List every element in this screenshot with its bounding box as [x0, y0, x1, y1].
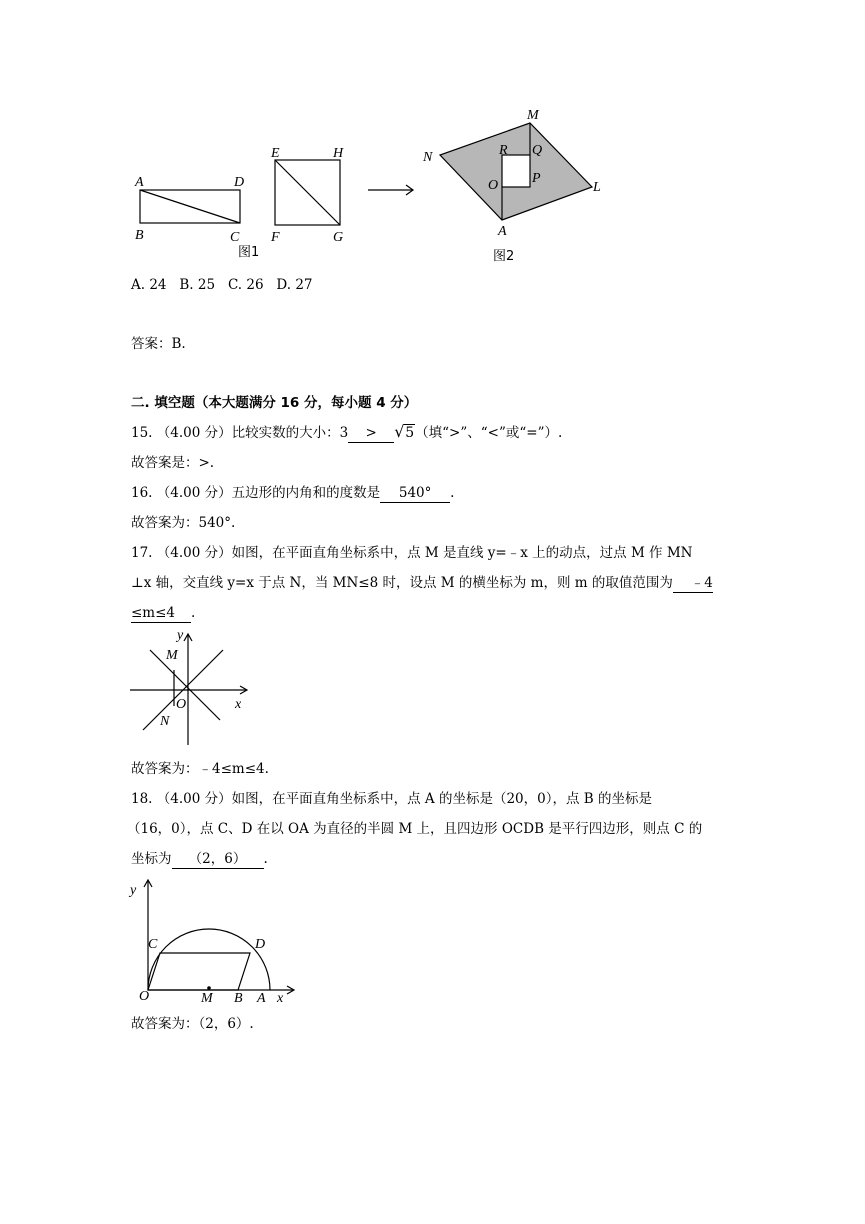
fig2-label-r: R: [499, 143, 508, 158]
q18-label-m: M: [201, 991, 213, 1006]
q18-stem-line-2: （16，0），点 C、D 在以 OA 为直径的半圆 M 上，且四边形 OCDB 是平行四边形，则点 C 的: [127, 821, 703, 837]
q18-semicircle-m: [148, 929, 270, 990]
fig1-label-g: G: [333, 230, 344, 245]
fig2-caption: 图2: [493, 249, 515, 264]
q15-stem: [131, 423, 562, 443]
q16-stem-pre: 16. （4.00 分）五边形的内角和的度数是: [131, 485, 381, 501]
q16-stem-post: .: [450, 485, 455, 501]
fig2-inner-square: [502, 155, 530, 187]
fig1-diagonal-eg: [275, 160, 340, 225]
section-heading: 二. 填空题（本大题满分 16 分，每小题 4 分）: [131, 395, 418, 411]
fig1-label-d: D: [234, 175, 245, 190]
fig2-label-m: M: [527, 108, 539, 123]
q18-label-a: A: [257, 991, 266, 1006]
q16-answer-blank: 540°: [380, 484, 450, 503]
fig2-label-n: N: [423, 150, 433, 165]
q17-stem-post: .: [191, 605, 196, 621]
arrow-icon: [368, 184, 418, 196]
q14-options: A. 24 B. 25 C. 26 D. 27: [131, 277, 313, 293]
q18-label-d: D: [255, 937, 266, 952]
q18-graph: [128, 876, 308, 1011]
q17-answer: 故答案为：﹣4≤m≤4.: [131, 761, 269, 777]
q18-label-b: B: [234, 991, 243, 1006]
q15-radicand: 5: [405, 425, 415, 441]
q17-label-m: M: [166, 648, 178, 663]
q18-label-c: C: [148, 937, 158, 952]
q16-answer: 故答案为：540°.: [131, 515, 236, 531]
fig1-label-e: E: [271, 146, 280, 161]
fig1-label-a: A: [135, 175, 144, 190]
q17-stem-line-3: [131, 603, 195, 623]
q18-label-x: x: [277, 991, 284, 1006]
q18-stem-line-3-text: 坐标为: [131, 851, 172, 867]
q18-answer: 故答案为：（2，6）.: [131, 1016, 254, 1032]
q17-graph: [128, 630, 258, 750]
fig2-label-a: A: [498, 224, 507, 239]
fig1-label-f: F: [271, 230, 280, 245]
q14-figure-1: [130, 140, 360, 260]
q18-parallelogram-ocdb: [148, 953, 250, 990]
fig2-label-l: L: [593, 180, 601, 195]
q17-stem-line-2-text: ⊥x 轴，交直线 y=x 于点 N，当 MN≤8 时，设点 M 的横坐标为 m，则 m 的取值范围为: [131, 575, 673, 591]
q15-sqrt: √ 5: [394, 422, 415, 441]
fig2-label-q: Q: [532, 143, 543, 158]
fig1-diagonal-ac: [140, 190, 240, 223]
q17-answer-blank-part-2: ≤m≤4: [131, 604, 191, 623]
q15-stem-pre: 15. （4.00 分）比较实数的大小：3: [131, 425, 349, 441]
q15-answer: 故答案是：>.: [131, 455, 215, 471]
q17-label-y: y: [177, 628, 184, 643]
fig1-label-h: H: [333, 146, 344, 161]
q16-stem: [131, 483, 454, 503]
q15-answer-blank: >: [348, 424, 394, 443]
fig1-caption: 图1: [238, 245, 260, 260]
q18-answer-blank: （2，6）: [172, 850, 264, 869]
q17-answer-blank-part-1: ﹣4: [673, 574, 713, 593]
fig2-label-p: P: [532, 171, 541, 186]
q14-figure-2: [420, 105, 620, 265]
q18-label-y: y: [130, 883, 137, 898]
fig1-label-c: C: [230, 230, 240, 245]
q17-stem-line-2: [131, 573, 713, 593]
q17-stem-line-1: 17. （4.00 分）如图，在平面直角坐标系中，点 M 是直线 y=﹣x 上的动点，过点 M 作 MN: [131, 545, 693, 561]
q18-stem-line-1: 18. （4.00 分）如图，在平面直角坐标系中，点 A 的坐标是（20，0），点 B 的坐标是: [131, 791, 652, 807]
q17-label-o: O: [176, 697, 187, 712]
fig1-label-b: B: [135, 228, 144, 243]
q18-stem-post: .: [263, 851, 268, 867]
q14-answer: 答案：B.: [131, 336, 186, 352]
q17-label-n: N: [160, 714, 170, 729]
q18-label-o: O: [139, 989, 150, 1004]
q18-center-point-m: [207, 986, 211, 990]
q18-stem-line-3: [131, 849, 268, 869]
fig2-label-o: O: [488, 178, 499, 193]
q17-label-x: x: [235, 697, 242, 712]
q15-stem-post: （填“>”、“<”或“=”）.: [415, 425, 563, 441]
